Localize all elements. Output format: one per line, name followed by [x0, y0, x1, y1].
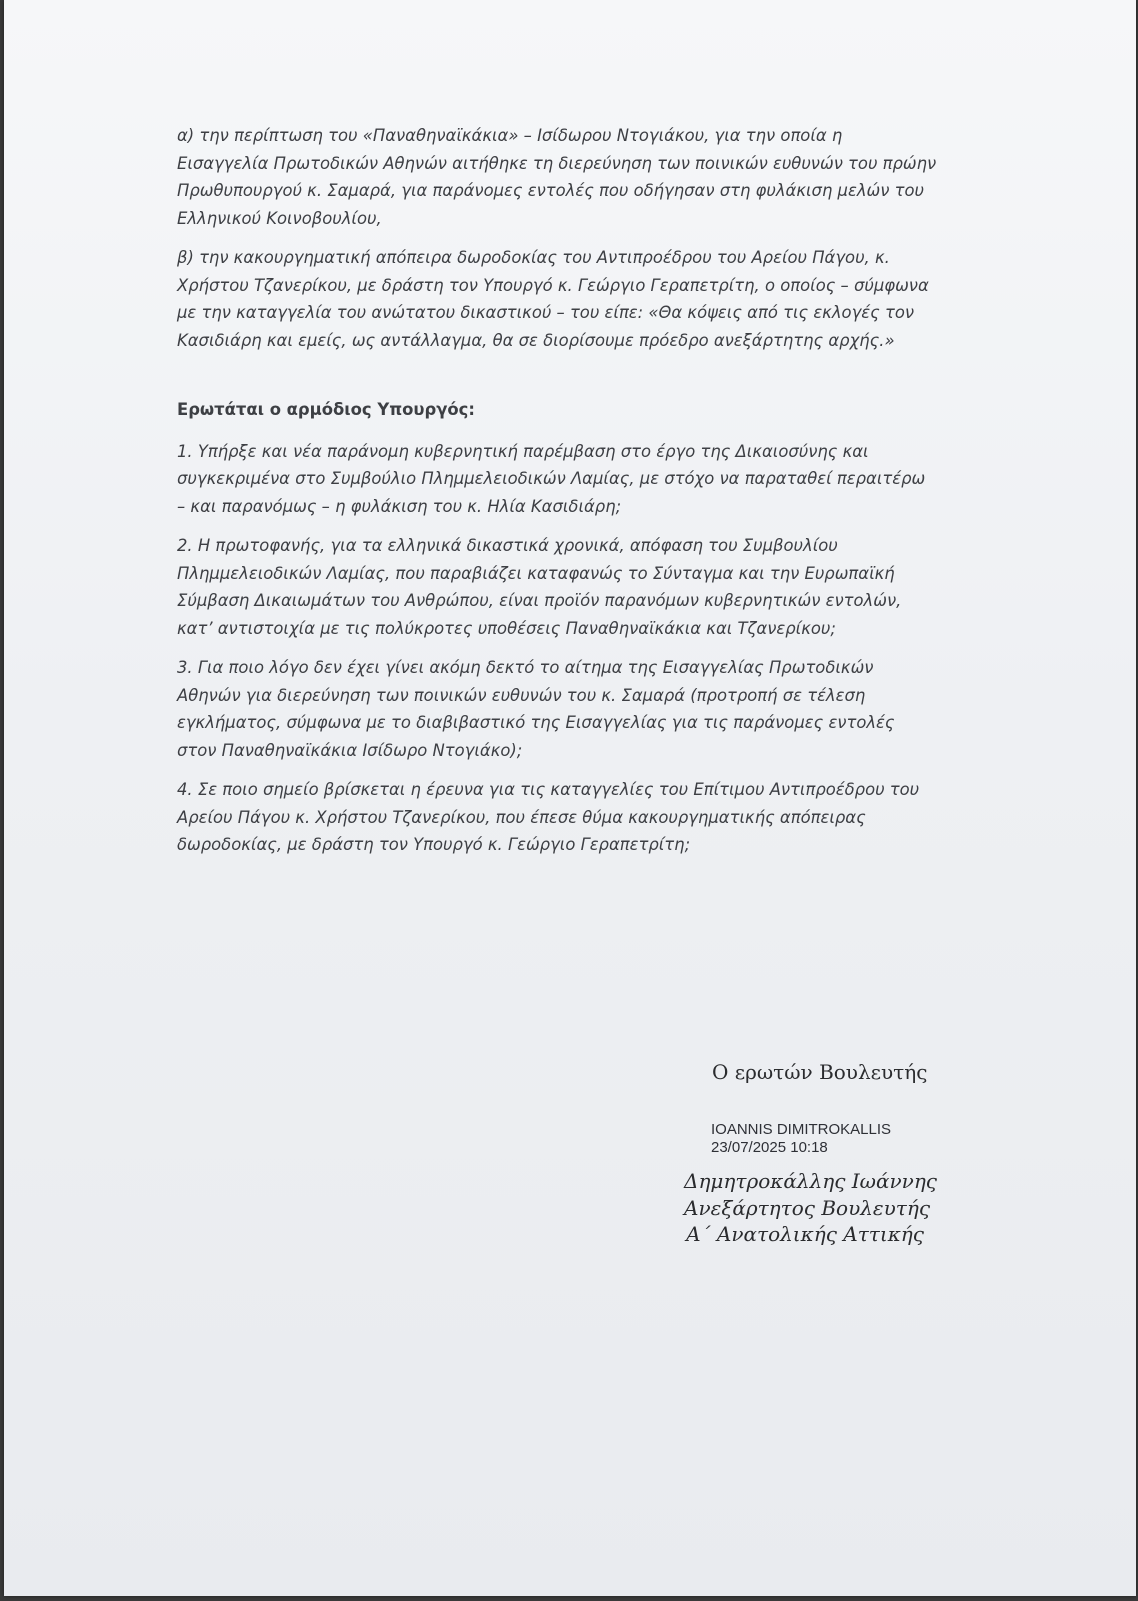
- document-page: [4, 0, 1136, 1596]
- digital-signature-stamp: [711, 1121, 891, 1157]
- question-4: 4. Σε ποιο σημείο βρίσκεται η έρευνα για τις καταγγελίες του Επίτιμου Αντιπροέδρου του Αρείου Πάγου κ. Χρήστου Τζανερίκου, που έπεσε θύμα κακουργηματικής απόπειρας δωροδοκίας, με δράστη τον Υπουργό κ. Γεώργιο Γεραπετρίτη;: [177, 780, 920, 854]
- question-1: 1. Υπήρξε και νέα παράνομη κυβερνητική παρέμβαση στο έργο της Δικαιοσύνης και συγκεκριμένα στο Συμβούλιο Πλημμελειοδικών Λαμίας, με στόχο να παραταθεί περαιτέρω – και παρανόμως – η φυλάκιση του κ. Ηλία Κασιδιάρη;: [177, 441, 926, 516]
- signer-role: Ανεξάρτητος Βουλευτής: [684, 1195, 931, 1220]
- questions-heading: Ερωτάται ο αρμόδιος Υπουργός:: [177, 400, 475, 419]
- signer-district: Α΄ Ανατολικής Αττικής: [686, 1222, 924, 1246]
- signer-name: Δημητροκάλλης Ιωάννης: [684, 1169, 937, 1193]
- signature-block: [684, 1168, 937, 1248]
- question-2: 2. Η πρωτοφανής, για τα ελληνικά δικαστικά χρονικά, απόφαση του Συμβουλίου Πλημμελειοδικών Λαμίας, που παραβιάζει καταφανώς το Σύνταγμα και την Ευρωπαϊκή Σύμβαση Δικαιωμάτων του Ανθρώπου, είναι προϊόν παρανόμων κυβερνητικών εντολών, κατ’ αντιστοιχία με τις πολύκροτες υποθέσεις Παναθηναϊκάκια και Τζανερίκου;: [177, 536, 902, 638]
- paragraph-alpha: α) την περίπτωση του «Παναθηναϊκάκια» – Ισίδωρου Ντογιάκου, για την οποία η Εισαγγελία Πρωτοδικών Αθηνών αιτήθηκε τη διερεύνηση των ποινικών ευθυνών του πρώην Πρωθυπουργού κ. Σαμαρά, για παράνομες εντολές που οδήγησαν στη φυλάκιση μελών του Ελληνικού Κοινοβουλίου,: [177, 126, 937, 228]
- stamp-date: 23/07/2025 10:18: [711, 1139, 828, 1156]
- signature-title: Ο ερωτών Βουλευτής: [712, 1060, 928, 1084]
- document-body: [177, 122, 937, 871]
- stamp-name: IOANNIS DIMITROKALLIS: [711, 1121, 892, 1138]
- question-3: 3. Για ποιο λόγο δεν έχει γίνει ακόμη δεκτό το αίτημα της Εισαγγελίας Πρωτοδικών Αθηνών για διερεύνηση των ποινικών ευθυνών του κ. Σαμαρά (προτροπή σε τέλεση εγκλήματος, σύμφωνα με το διαβιβαστικό της Εισαγγελίας για τις παράνομες εντολές στον Παναθηναϊκάκια Ισίδωρο Ντογιάκο);: [177, 658, 895, 760]
- paragraph-beta: β) την κακουργηματική απόπειρα δωροδοκίας του Αντιπροέδρου του Αρείου Πάγου, κ. Χρήστου Τζανερίκου, με δράστη τον Υπουργό κ. Γεώργιο Γεραπετρίτη, ο οποίος – σύμφωνα με την καταγγελία του ανώτατου δικαστικού – του είπε: «Θα κόψεις από τις εκλογές τον Κασιδιάρη και εμείς, ως αντάλλαγμα, θα σε διορίσουμε πρόεδρο ανεξάρτητης αρχής.»: [177, 248, 929, 350]
